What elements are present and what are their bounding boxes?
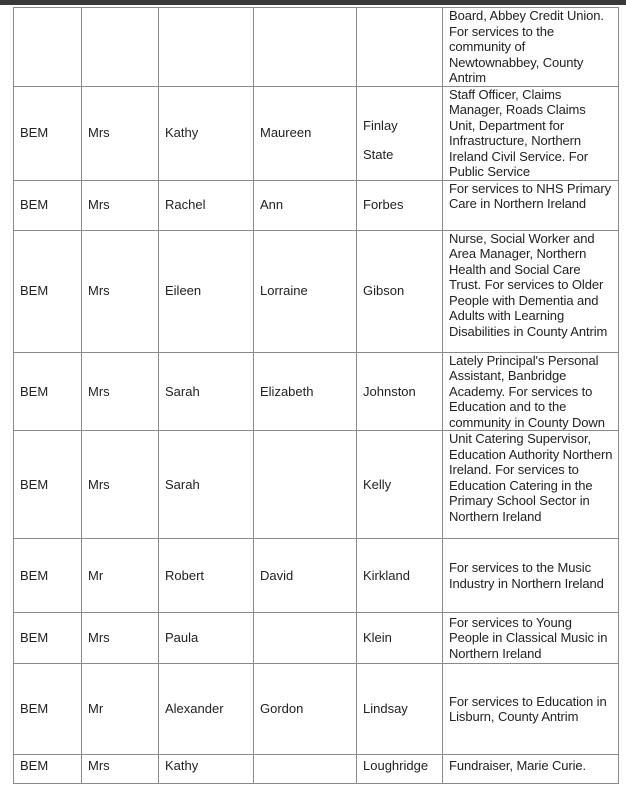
middle-name-cell <box>254 755 357 784</box>
forename-cell: Kathy <box>159 755 254 784</box>
forename-cell: Alexander <box>159 664 254 755</box>
table-row <box>14 230 619 352</box>
award-cell <box>14 8 82 87</box>
table-row <box>14 755 619 784</box>
table-row <box>14 86 619 180</box>
surname-cell: Gibson <box>357 230 443 352</box>
middle-name-cell: Gordon <box>254 664 357 755</box>
title-cell: Mr <box>82 664 159 755</box>
forename-cell: Robert <box>159 539 254 613</box>
table-row <box>14 8 619 87</box>
middle-name-cell: Elizabeth <box>254 352 357 431</box>
title-cell: Mrs <box>82 352 159 431</box>
middle-name-cell: Lorraine <box>254 230 357 352</box>
forename-cell: Paula <box>159 613 254 664</box>
title-cell: Mrs <box>82 431 159 539</box>
table-row <box>14 539 619 613</box>
middle-name-cell <box>254 613 357 664</box>
award-cell: BEM <box>14 613 82 664</box>
forename-cell <box>159 8 254 87</box>
award-cell: BEM <box>14 180 82 230</box>
forename-cell: Kathy <box>159 86 254 180</box>
citation-cell: For services to Education in Lisburn, County Antrim <box>443 664 619 755</box>
surname-cell <box>357 86 443 180</box>
citation-cell: Unit Catering Supervisor, Education Authority Northern Ireland. For services to Education Catering in the Primary School Sector in Northern Ireland <box>443 431 619 539</box>
table-row <box>14 664 619 755</box>
forename-cell: Sarah <box>159 431 254 539</box>
surname-line: Finlay <box>363 117 398 133</box>
middle-name-cell: Maureen <box>254 86 357 180</box>
citation-cell: For services to NHS Primary Care in Northern Ireland <box>443 180 619 230</box>
forename-cell: Eileen <box>159 230 254 352</box>
award-cell: BEM <box>14 431 82 539</box>
middle-name-cell <box>254 431 357 539</box>
middle-name-cell: David <box>254 539 357 613</box>
forename-cell: Rachel <box>159 180 254 230</box>
surname-cell: Kirkland <box>357 539 443 613</box>
surname-cell <box>357 8 443 87</box>
surname-cell: Loughridge <box>357 755 443 784</box>
forename-cell: Sarah <box>159 352 254 431</box>
award-cell: BEM <box>14 86 82 180</box>
title-cell: Mrs <box>82 180 159 230</box>
middle-name-cell <box>254 8 357 87</box>
citation-cell: Board, Abbey Credit Union. For services to the community of Newtownabbey, County Antrim <box>443 8 619 87</box>
citation-cell: Fundraiser, Marie Curie. <box>443 755 619 784</box>
middle-name-cell: Ann <box>254 180 357 230</box>
title-cell: Mrs <box>82 230 159 352</box>
title-cell: Mr <box>82 539 159 613</box>
surname-cell: Lindsay <box>357 664 443 755</box>
surname-cell: Kelly <box>357 431 443 539</box>
award-cell: BEM <box>14 755 82 784</box>
title-cell <box>82 8 159 87</box>
award-cell: BEM <box>14 539 82 613</box>
citation-cell: Nurse, Social Worker and Area Manager, Northern Health and Social Care Trust. For services to Older People with Dementia and Adults with Learning Disabilities in County Antrim <box>443 230 619 352</box>
surname-cell: Klein <box>357 613 443 664</box>
table-row <box>14 352 619 431</box>
table-row <box>14 613 619 664</box>
award-cell: BEM <box>14 230 82 352</box>
award-cell: BEM <box>14 664 82 755</box>
surname-cell: Forbes <box>357 180 443 230</box>
citation-cell: Staff Officer, Claims Manager, Roads Claims Unit, Department for Infrastructure, Northern Ireland Civil Service. For Public Service <box>443 86 619 180</box>
surname-cell: Johnston <box>357 352 443 431</box>
title-cell: Mrs <box>82 755 159 784</box>
table-row <box>14 180 619 230</box>
title-cell: Mrs <box>82 613 159 664</box>
table-row <box>14 431 619 539</box>
top-bar <box>0 0 626 5</box>
title-cell: Mrs <box>82 86 159 180</box>
surname-line: State <box>363 147 394 162</box>
citation-cell: For services to the Music Industry in Northern Ireland <box>443 539 619 613</box>
citation-cell: For services to Young People in Classical Music in Northern Ireland <box>443 613 619 664</box>
citation-cell: Lately Principal's Personal Assistant, Banbridge Academy. For services to Education and to the community in County Down <box>443 352 619 431</box>
award-cell: BEM <box>14 352 82 431</box>
honours-table <box>13 7 619 784</box>
